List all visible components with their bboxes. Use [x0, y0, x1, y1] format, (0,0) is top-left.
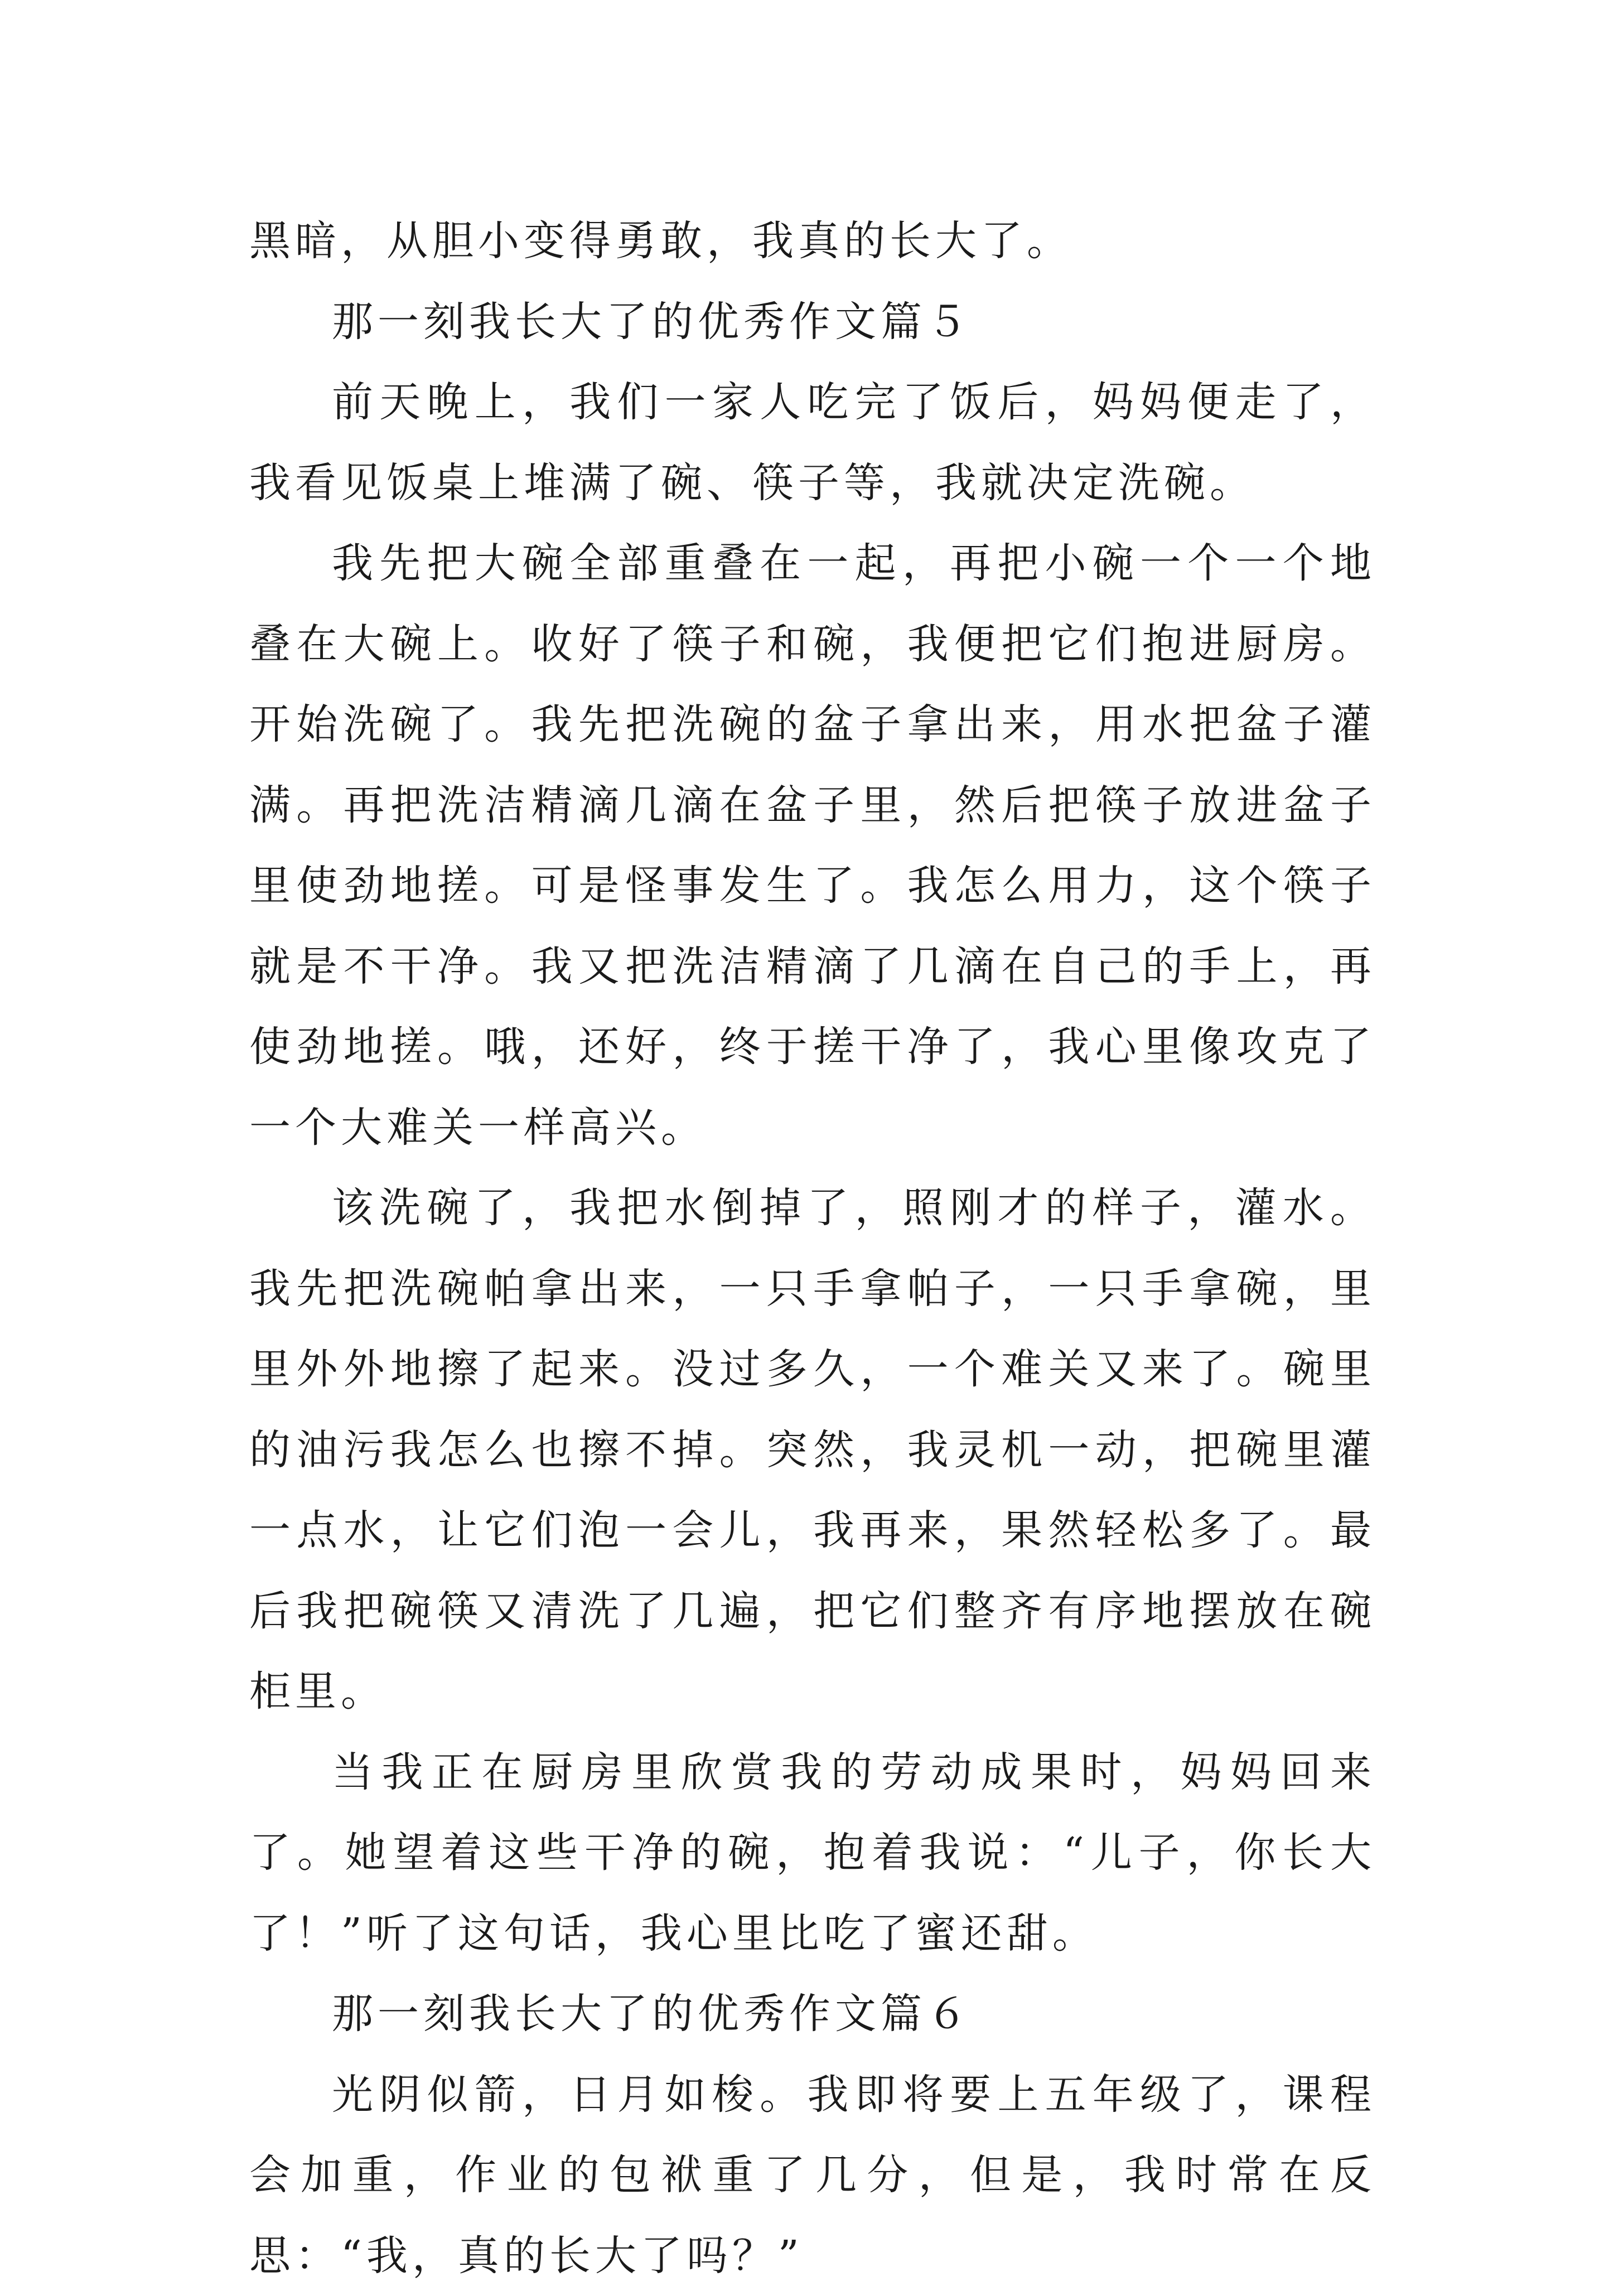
essay-heading-5: 那一刻我长大了的优秀作文篇５: [249, 282, 1376, 362]
essay-heading-6: 那一刻我长大了的优秀作文篇６: [249, 1974, 1376, 2055]
paragraph: 该洗碗了，我把水倒掉了，照刚才的样子，灌水。我先把洗碗帕拿出来，一只手拿帕子，一只手拿碗，里里外外地擦了起来。没过多久，一个难关又来了。碗里的油污我怎么也擦不掉。突然，我灵机一动，把碗里灌一点水，让它们泡一会儿，我再来，果然轻松多了。最后我把碗筷又清洗了几遍，把它们整齐有序地摆放在碗柜里。: [249, 1168, 1376, 1732]
paragraph: 当我正在厨房里欣赏我的劳动成果时，妈妈回来了。她望着这些干净的碗，抱着我说：“儿子，你长大了！”听了这句话，我心里比吃了蜜还甜。: [249, 1732, 1376, 1974]
paragraph-continuation: 黑暗，从胆小变得勇敢，我真的长大了。: [249, 201, 1376, 282]
essay-body: [249, 201, 1376, 2296]
paragraph: 前天晚上，我们一家人吃完了饭后，妈妈便走了，我看见饭桌上堆满了碗、筷子等，我就决定洗碗。: [249, 362, 1376, 523]
paragraph: 光阴似箭，日月如梭。我即将要上五年级了，课程会加重，作业的包袱重了几分，但是，我时常在反思：“我，真的长大了吗？”: [249, 2055, 1376, 2296]
paragraph: 我先把大碗全部重叠在一起，再把小碗一个一个地叠在大碗上。收好了筷子和碗，我便把它们抱进厨房。开始洗碗了。我先把洗碗的盆子拿出来，用水把盆子灌满。再把洗洁精滴几滴在盆子里，然后把筷子放进盆子里使劲地搓。可是怪事发生了。我怎么用力，这个筷子就是不干净。我又把洗洁精滴了几滴在自己的手上，再使劲地搓。哦，还好，终于搓干净了，我心里像攻克了一个大难关一样高兴。: [249, 523, 1376, 1168]
